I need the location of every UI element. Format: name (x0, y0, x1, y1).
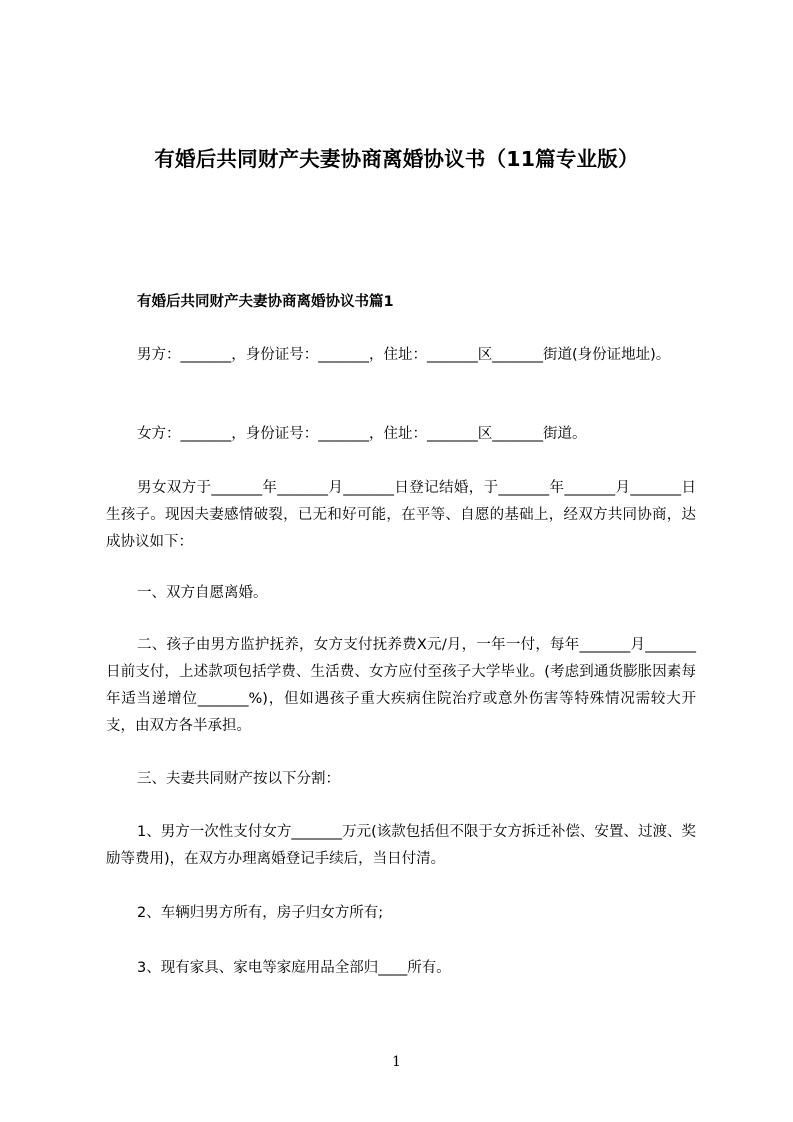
page-number: 1 (392, 1054, 401, 1070)
paragraph-female-info: 女方：_______，身份证号：_______，住址：_______区_______街道。 (137, 426, 587, 442)
section-title: 有婚后共同财产夫妻协商离婚协议书篇1 (137, 294, 394, 310)
paragraph-clause-3: 三、夫妻共同财产按以下分割： (137, 771, 340, 787)
paragraph-clause-1: 一、双方自愿离婚。 (137, 585, 268, 601)
paragraph-male-info: 男方：_______，身份证号：_______，住址：_______区_______街道(身份证地址)。 (137, 347, 671, 363)
paragraph-item-3: 3、现有家具、家电等家庭用品全部归____所有。 (137, 960, 451, 976)
paragraph-clause-2: 二、孩子由男方监护抚养，女方支付抚养费X元/月，一年一付，每年_______月_______日前支付，上述款项包括学费、生活费、女方应付至孩子大学毕业。(考虑到通货膨胀因素每年适当递增位_______%)，但如遇孩子重大疾病住院治疗或意外伤害等特殊情况需较大开支，由双方各半承担。 (106, 637, 696, 734)
document-title: 有婚后共同财产夫妻协商离婚协议书（11篇专业版） (154, 147, 639, 171)
paragraph-marriage-info: 男女双方于_______年_______月_______日登记结婚，于_______年_______月_______日生孩子。现因夫妻感情破裂，已无和好可能，在平等、自愿的基础上，经双方共同协商，达成协议如下： (106, 480, 696, 550)
paragraph-item-2: 2、车辆归男方所有，房子归女方所有; (137, 905, 384, 921)
paragraph-item-1: 1、男方一次性支付女方_______万元(该款包括但不限于女方拆迁补偿、安置、过渡、奖励等费用)，在双方办理离婚登记手续后，当日付清。 (106, 824, 696, 867)
